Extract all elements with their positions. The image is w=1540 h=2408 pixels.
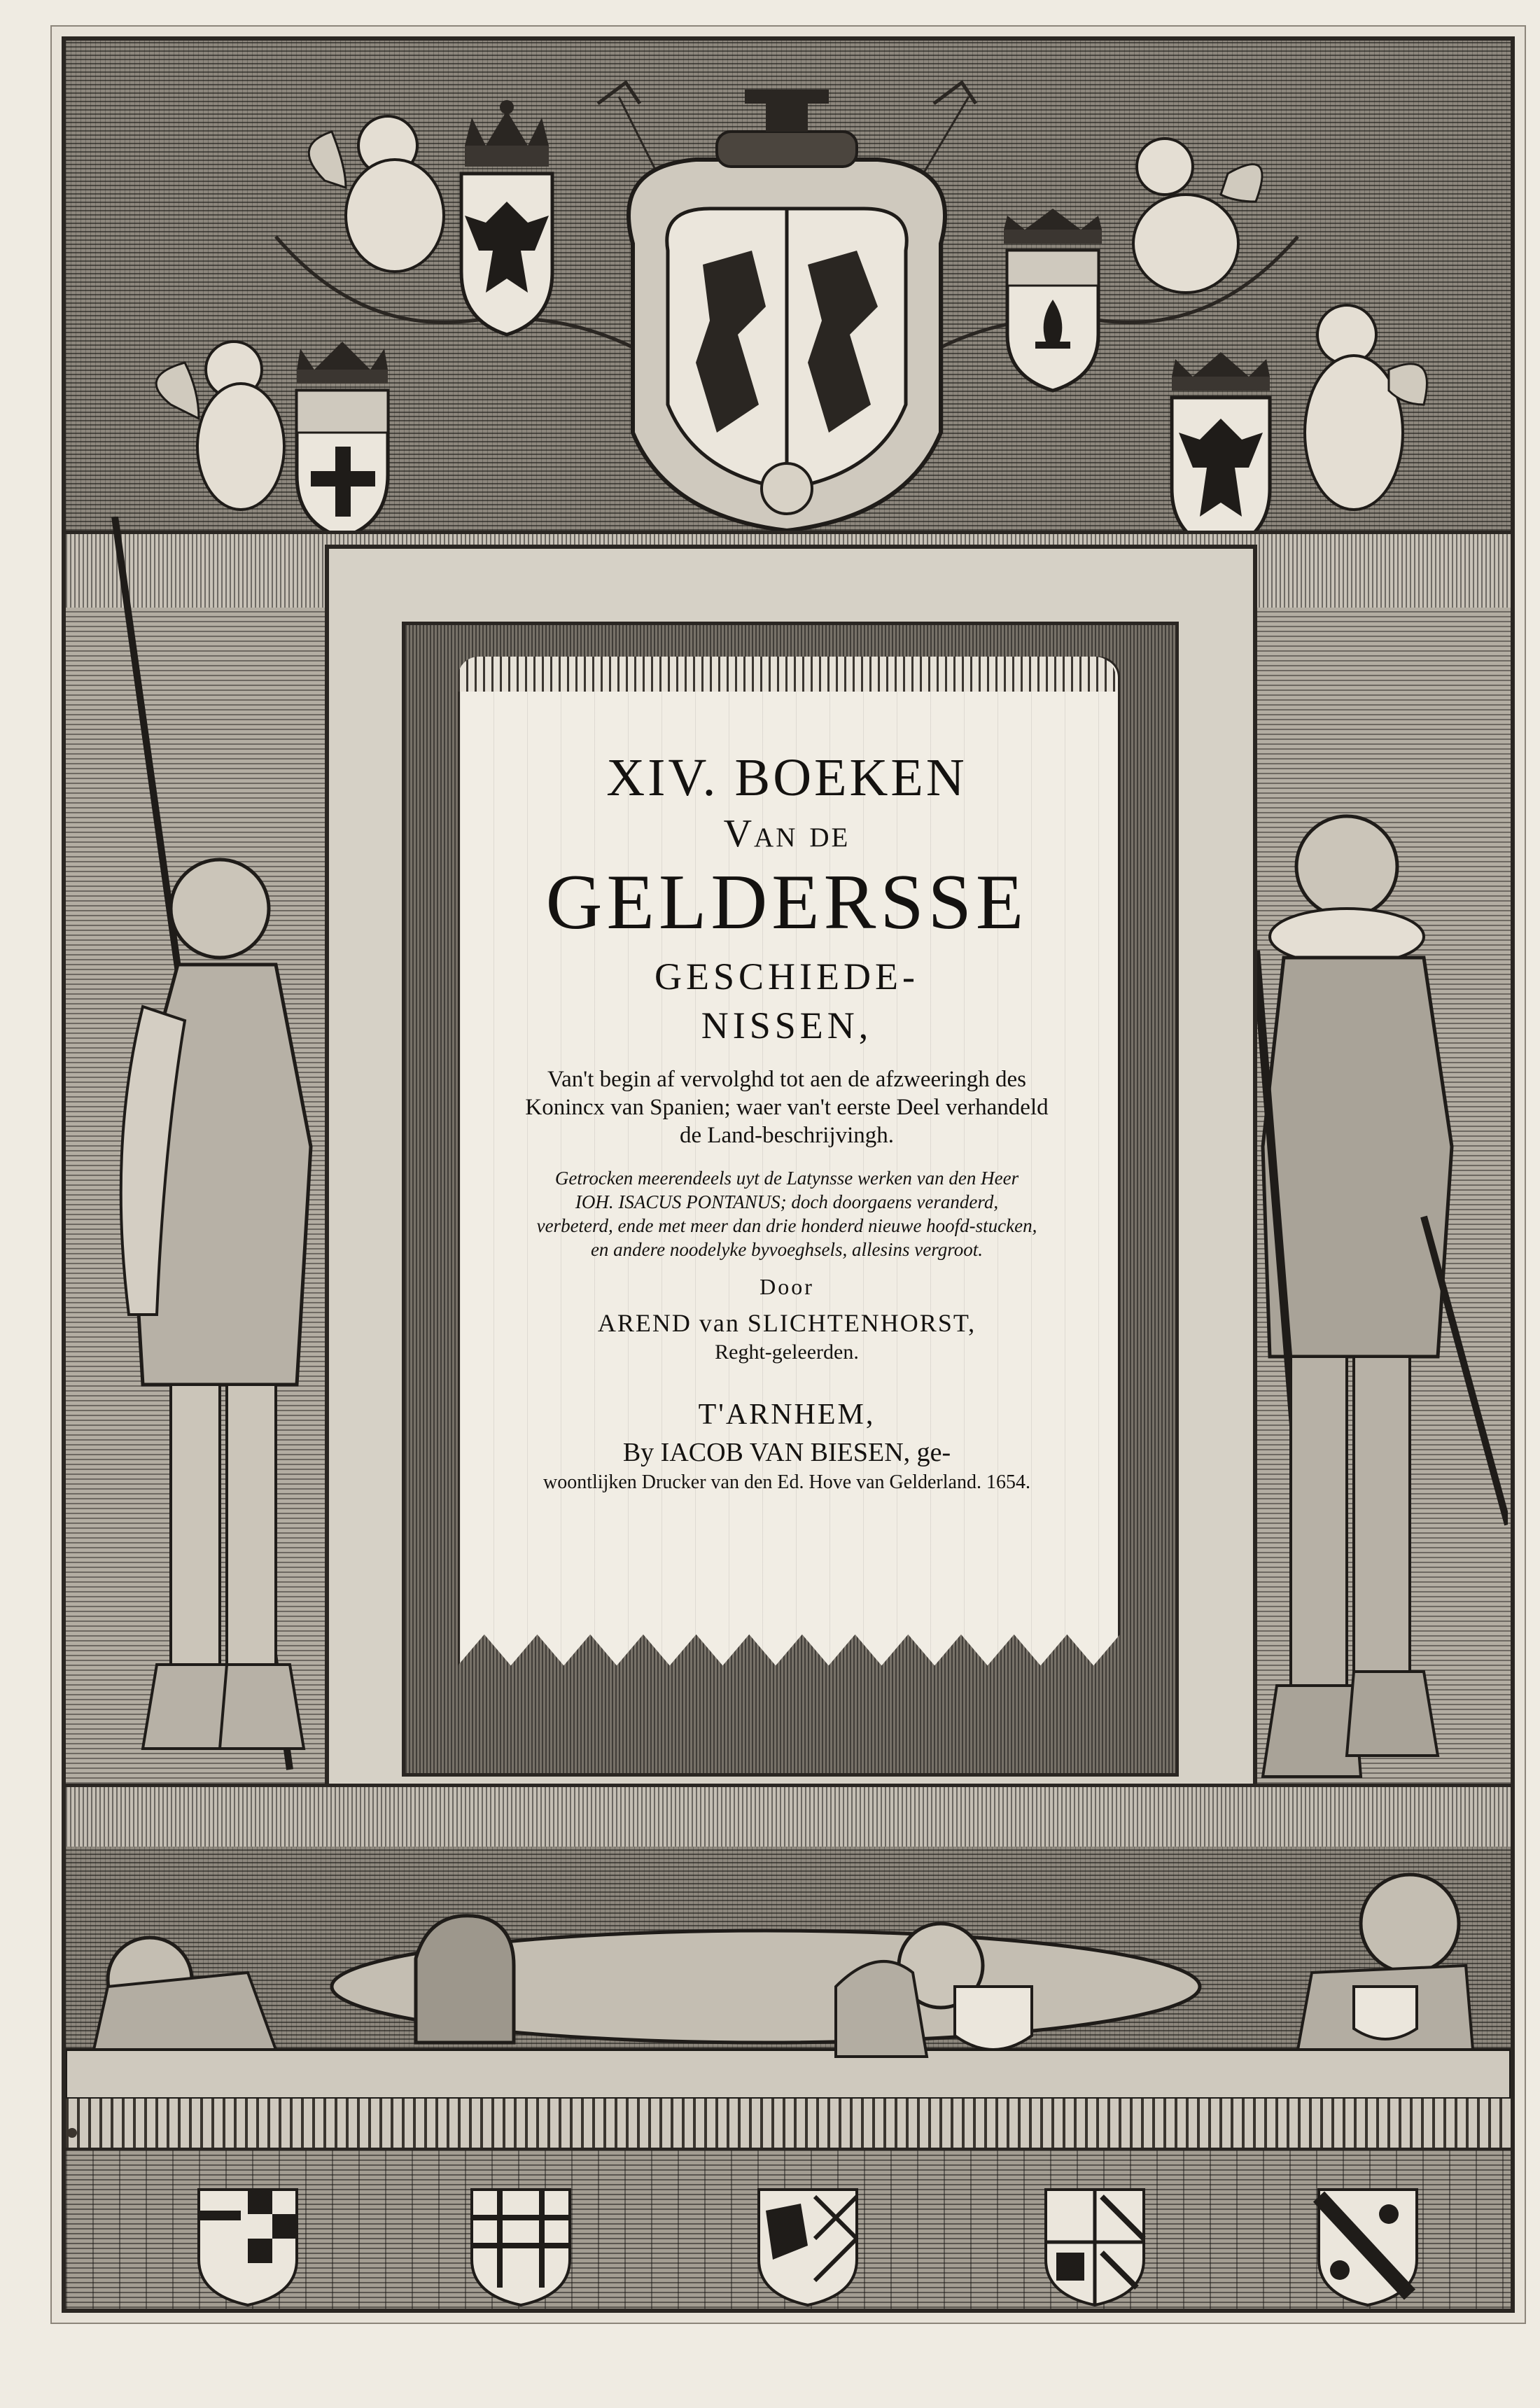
quartered-shield-icon — [1046, 2190, 1144, 2305]
title-line-1: XIV. BOEKEN — [606, 748, 967, 807]
fretty-shield-icon — [472, 2190, 570, 2305]
double-eagle-shield-icon — [1172, 352, 1270, 545]
coat-of-arms-lions-icon — [629, 90, 945, 531]
bend-shield-icon — [1319, 2190, 1417, 2305]
title-line-2: Van de — [723, 812, 850, 855]
putto-right — [1305, 305, 1427, 510]
lion-lozenge-shield-icon — [759, 2190, 857, 2305]
title-text-block — [514, 748, 1060, 1494]
imprint-place: T'ARNHEM, — [698, 1399, 876, 1431]
author-name: AREND van SLICHTENHORST, — [597, 1309, 976, 1337]
fleur-de-lis-shield-icon — [1004, 209, 1102, 391]
description: Van't begin af vervolghd tot aen de afzweeringh des Konincx van Spanien; waer van't eerste Deel verhandeld de Land-beschrijvingh. — [525, 1067, 1049, 1148]
putto-left — [156, 342, 284, 510]
knight-in-armor-icon — [1214, 517, 1508, 1805]
recumbent-effigy-with-lions-icon — [66, 1847, 1511, 2099]
binding-hole — [67, 2128, 77, 2138]
author-title: Reght-geleerden. — [715, 1340, 859, 1364]
printer-name: By IACOB VAN BIESEN, ge- — [622, 1438, 951, 1467]
printer-description: woontlijken Drucker van den Ed. Hove van Gelderland. 1654. — [543, 1471, 1030, 1493]
cross-shield-icon — [297, 342, 388, 538]
eagle-shield-icon — [461, 100, 552, 335]
putto-top-left — [309, 116, 444, 272]
source-note: Getrocken meerendeels uyt de Latynsse werken van den Heer IOH. ISACUS PONTANUS; doch doorgaens veranderd, verbeterd, ende met meer dan drie honderd nieuwe hoofd-stucken, en andere noodelyke byvoeghsels, allesins vergroot. — [536, 1168, 1037, 1260]
drapery-valance — [458, 657, 1116, 692]
by-label: Door — [760, 1274, 814, 1299]
plinth-shields — [66, 2183, 1511, 2309]
checkered-shield-icon — [199, 2190, 297, 2305]
top-heraldry-illustration — [66, 41, 1511, 545]
engraved-plate — [62, 36, 1515, 2313]
putto-top-right — [1133, 139, 1262, 293]
plinth-frieze — [66, 2099, 1511, 2150]
title-line-3: GELDERSSE — [545, 859, 1028, 946]
title-line-5: NISSEN, — [701, 1004, 873, 1046]
lower-ledge — [66, 1784, 1511, 1854]
title-line-4: GESCHIEDE- — [654, 955, 919, 997]
